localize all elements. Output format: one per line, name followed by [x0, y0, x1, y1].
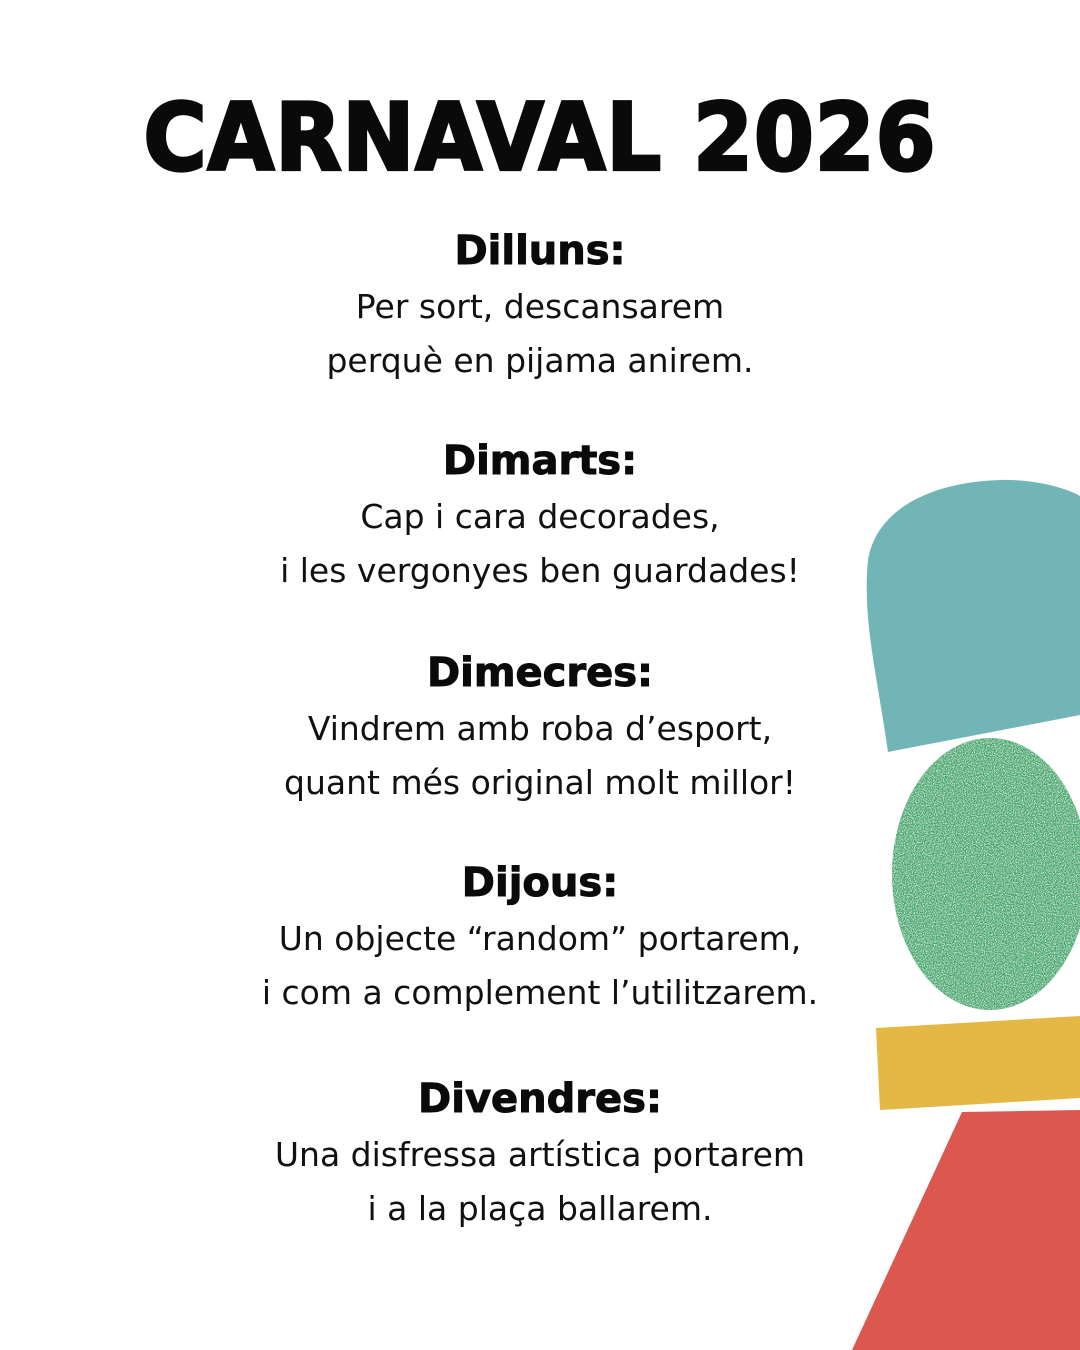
day-block-dimecres: [0, 648, 1080, 810]
day-block-divendres: [0, 1074, 1080, 1236]
verse-line: quant més original molt millor!: [284, 763, 796, 802]
day-heading: Divendres:: [418, 1076, 662, 1122]
day-block-dilluns: [0, 226, 1080, 388]
day-heading: Dimecres:: [426, 650, 654, 696]
day-block-dijous: [0, 858, 1080, 1020]
verse-line: i a la plaça ballarem.: [367, 1189, 713, 1228]
verse-line: Cap i cara decorades,: [360, 497, 720, 536]
day-heading: Dilluns:: [454, 228, 626, 274]
verse-line: Un objecte “random” portarem,: [278, 919, 802, 958]
verse-line: Vindrem amb roba d’esport,: [307, 709, 773, 748]
verse-line: i les vergonyes ben guardades!: [280, 551, 800, 590]
verse-line: perquè en pijama anirem.: [326, 341, 754, 380]
day-block-dimarts: [0, 436, 1080, 598]
page-title: CARNAVAL 2026: [143, 84, 937, 192]
day-heading: Dimarts:: [442, 438, 638, 484]
verse-line: Per sort, descansarem: [355, 287, 725, 326]
verse-line: i com a complement l’utilitzarem.: [261, 973, 819, 1012]
day-heading: Dijous:: [461, 860, 619, 906]
verse-line: Una disfressa artística portarem: [274, 1135, 806, 1174]
